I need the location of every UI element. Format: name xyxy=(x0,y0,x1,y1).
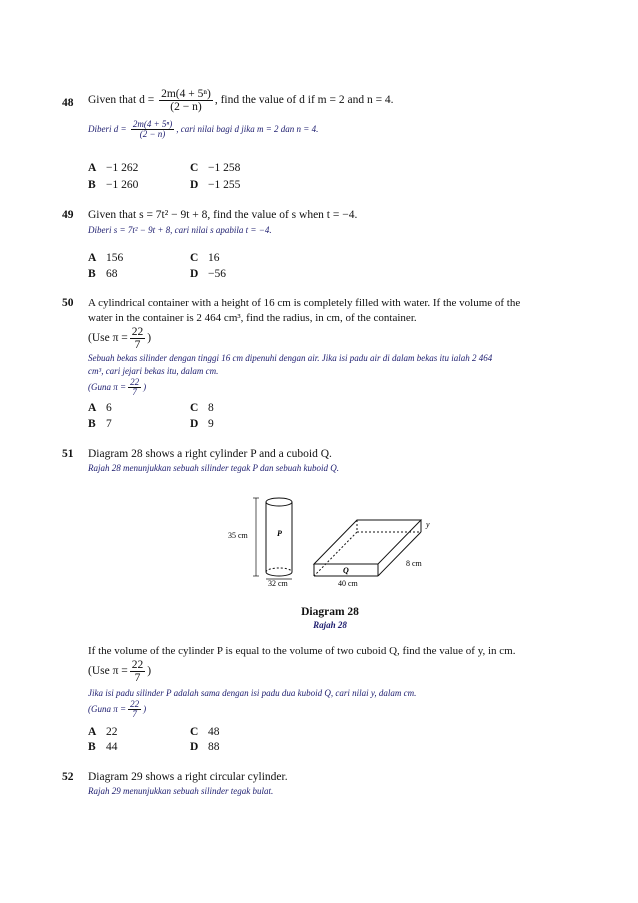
q51-option-b[interactable]: B 44 xyxy=(88,741,118,753)
q50-option-b[interactable]: B 7 xyxy=(88,418,112,430)
diagram-caption-malay: Rajah 28 xyxy=(313,620,347,630)
q52-english-text: Diagram 29 shows a right circular cylinder. xyxy=(88,771,288,783)
q48-option-d[interactable]: D −1 255 xyxy=(190,179,241,191)
cuboid-q xyxy=(314,520,421,576)
q51-pi-fraction: $\frac{22}{7}$ xyxy=(131,659,144,685)
q48-ms-fraction xyxy=(131,120,174,140)
q50-english-line-2: water in the container is 2 464 cm³, find the radius, in cm, of the container. xyxy=(88,312,417,324)
cylinder-diameter-label: 32 cm xyxy=(268,579,288,588)
question-number-51: 51 xyxy=(62,448,74,460)
question-number-50: 50 xyxy=(62,297,74,309)
q48-ms-given: Diberi d = xyxy=(88,124,127,134)
q50-english-line-1: A cylindrical container with a height of 16 cm is completely filled with water. If the volume of the xyxy=(88,297,521,309)
q51-question-malay: Jika isi padu silinder P adalah sama dengan isi padu dua kuboid Q, cari nilai y, dalam cm. xyxy=(88,688,417,698)
q51-option-a[interactable]: A 22 xyxy=(88,726,118,738)
q48-english-text xyxy=(88,88,394,113)
q48-denominator: (2 − n) xyxy=(170,101,202,114)
q48-given-text: Given that xyxy=(88,94,137,107)
q49-option-a[interactable]: A 156 xyxy=(88,252,124,264)
q50-guna-pi: (Guna π = $\frac{22}{7}$ ) xyxy=(88,377,147,398)
q51-option-d[interactable]: D 88 xyxy=(190,741,220,753)
q50-option-d[interactable]: D 9 xyxy=(190,418,214,430)
q49-option-c[interactable]: C 16 xyxy=(190,252,220,264)
q50-ms-pi-fraction: $\frac{22}{7}$ xyxy=(130,377,140,398)
cylinder-height-label: 35 cm xyxy=(228,531,248,540)
cuboid-height-label-y: y xyxy=(426,520,430,529)
q51-option-c[interactable]: C 48 xyxy=(190,726,220,738)
q50-pi-fraction: $\frac{22}{7}$ xyxy=(131,326,144,352)
q51-english-text: Diagram 28 shows a right cylinder P and a cuboid Q. xyxy=(88,448,332,460)
diagram-caption: Diagram 28 xyxy=(301,606,359,618)
q50-option-c[interactable]: C 8 xyxy=(190,402,214,414)
q51-ms-pi-fraction: $\frac{22}{7}$ xyxy=(130,699,140,720)
q48-option-c[interactable]: C −1 258 xyxy=(190,162,241,174)
question-number-48: 48 xyxy=(62,97,74,109)
q49-malay-text: Diberi s = 7t² − 9t + 8, cari nilai s apabila t = −4. xyxy=(88,225,272,235)
q51-question-english: If the volume of the cylinder P is equal to the volume of two cuboid Q, find the value of y, in cm. xyxy=(88,645,516,657)
cuboid-length-label: 40 cm xyxy=(338,579,358,588)
q48-fraction xyxy=(159,88,213,113)
q50-option-a[interactable]: A 6 xyxy=(88,402,112,414)
q48-condition: , find the value of d if m = 2 and n = 4. xyxy=(214,94,394,107)
q51-malay-text: Rajah 28 menunjukkan sebuah silinder tegak P dan sebuah kuboid Q. xyxy=(88,463,340,473)
q49-option-b[interactable]: B 68 xyxy=(88,268,118,280)
q48-option-b[interactable]: B −1 260 xyxy=(88,179,139,191)
q50-malay-line-1: Sebuah bekas silinder dengan tinggi 16 cm dipenuhi dengan air. Jika isi padu air di dalam bekas itu ialah 2 464 xyxy=(88,353,493,363)
q48-ms-numerator: 2m(4 + 5ⁿ) xyxy=(132,119,173,129)
diagram-28 xyxy=(226,490,446,590)
question-number-49: 49 xyxy=(62,209,74,221)
q48-numerator: 2m(4 + 5ⁿ) xyxy=(161,88,211,100)
q52-malay-text: Rajah 29 menunjukkan sebuah silinder tegak bulat. xyxy=(88,786,274,796)
cuboid-width-label: 8 cm xyxy=(406,559,422,568)
cylinder-p xyxy=(253,498,292,579)
q51-use-pi: (Use π = $\frac{22}{7}$ ) xyxy=(88,659,152,685)
q49-english-text: Given that s = 7t² − 9t + 8, find the value of s when t = −4. xyxy=(88,209,358,221)
cylinder-label-p: P xyxy=(277,529,282,538)
q48-lhs: d = xyxy=(139,94,155,107)
q48-ms-denominator: (2 − n) xyxy=(139,129,166,140)
q50-malay-line-2: cm³, cari jejari bekas itu, dalam cm. xyxy=(88,366,219,376)
cuboid-label-q: Q xyxy=(343,566,349,575)
q48-option-a[interactable]: A −1 262 xyxy=(88,162,139,174)
question-number-52: 52 xyxy=(62,771,74,783)
q50-use-pi: (Use π = $\frac{22}{7}$ ) xyxy=(88,326,152,352)
q49-option-d[interactable]: D −56 xyxy=(190,268,226,280)
q48-malay-text xyxy=(88,120,318,140)
q51-guna-pi: (Guna π = $\frac{22}{7}$ ) xyxy=(88,699,147,720)
q48-ms-condition: , cari nilai bagi d jika m = 2 dan n = 4. xyxy=(176,124,319,134)
